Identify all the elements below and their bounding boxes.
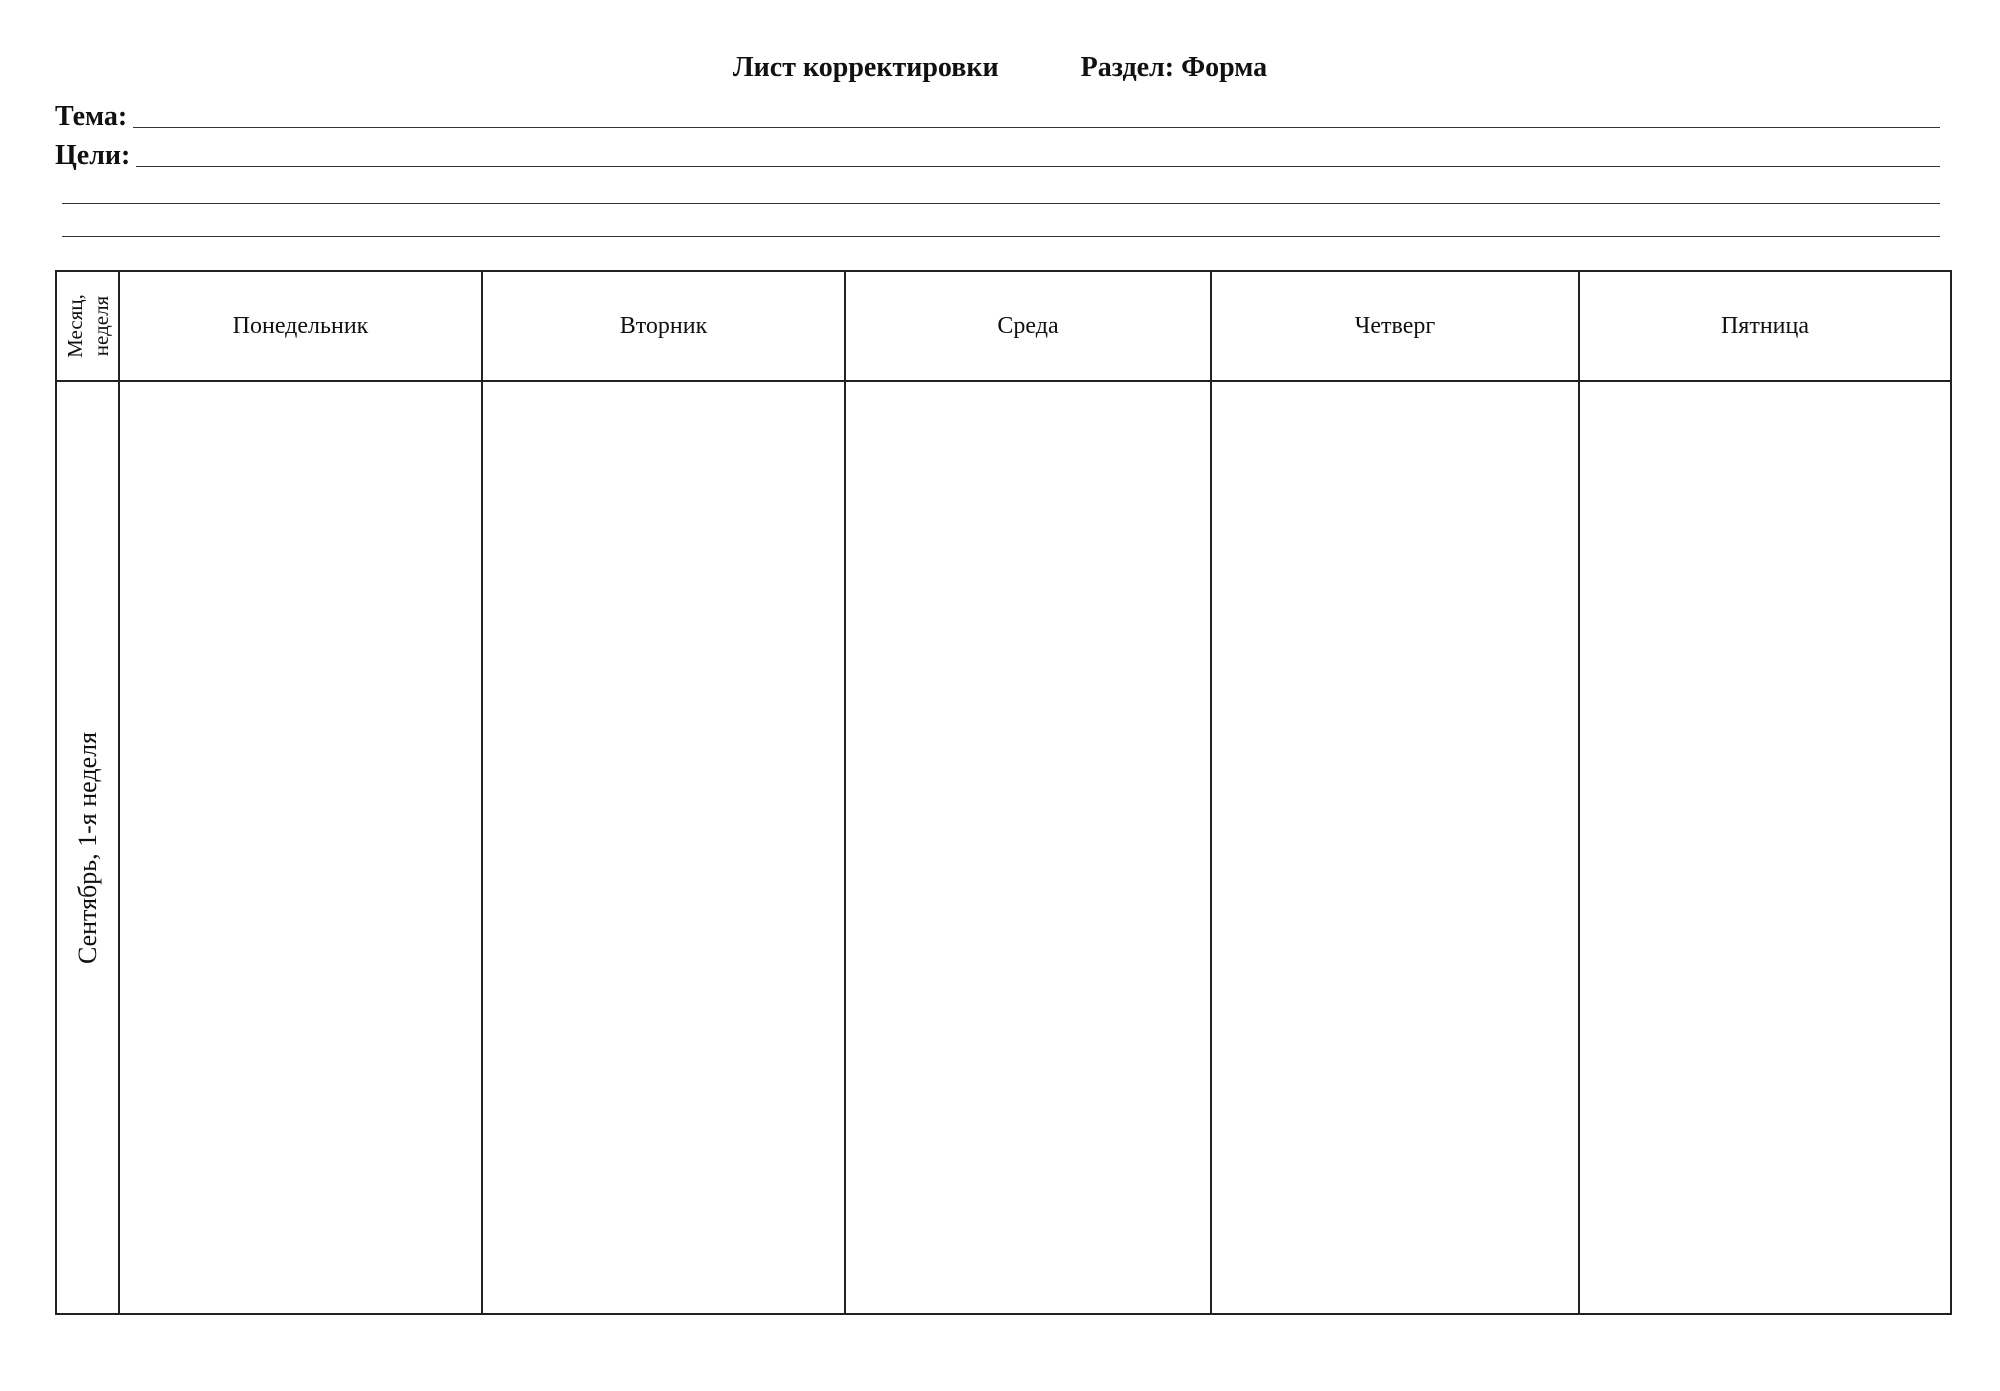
topic-write-line <box>133 107 1940 128</box>
goals-field-row <box>55 141 1940 171</box>
header-tuesday: Вторник <box>482 271 845 381</box>
wednesday-entry-cell[interactable] <box>845 381 1211 1314</box>
friday-entry-cell[interactable] <box>1579 381 1951 1314</box>
header-monday: Понедельник <box>119 271 482 381</box>
goals-extra-line-2 <box>62 236 1940 237</box>
week-row-label: Сентябрь, 1-я неделя <box>72 731 102 964</box>
goals-write-line <box>136 146 1940 167</box>
thursday-entry-cell[interactable] <box>1211 381 1579 1314</box>
topic-label: Тема: <box>55 101 128 132</box>
goals-label: Цели: <box>55 140 131 171</box>
header-friday: Пятница <box>1579 271 1951 381</box>
header-wednesday: Среда <box>845 271 1211 381</box>
week-row <box>56 381 1951 1314</box>
month-week-header <box>56 271 119 381</box>
sheet-title: Лист корректировки <box>732 52 999 83</box>
weekly-plan-table <box>55 270 1952 1315</box>
goals-extra-line-1 <box>62 203 1940 204</box>
week-row-label-cell <box>56 381 119 1314</box>
month-header-text: Месяц, <box>62 294 87 358</box>
section-title: Раздел: Форма <box>1080 52 1268 83</box>
table-header-row <box>56 271 1951 381</box>
week-header-text: неделя <box>88 295 113 357</box>
topic-field-row <box>55 102 1940 132</box>
header-thursday: Четверг <box>1211 271 1579 381</box>
tuesday-entry-cell[interactable] <box>482 381 845 1314</box>
page-header <box>0 52 2000 84</box>
monday-entry-cell[interactable] <box>119 381 482 1314</box>
month-week-header-label <box>62 294 114 358</box>
